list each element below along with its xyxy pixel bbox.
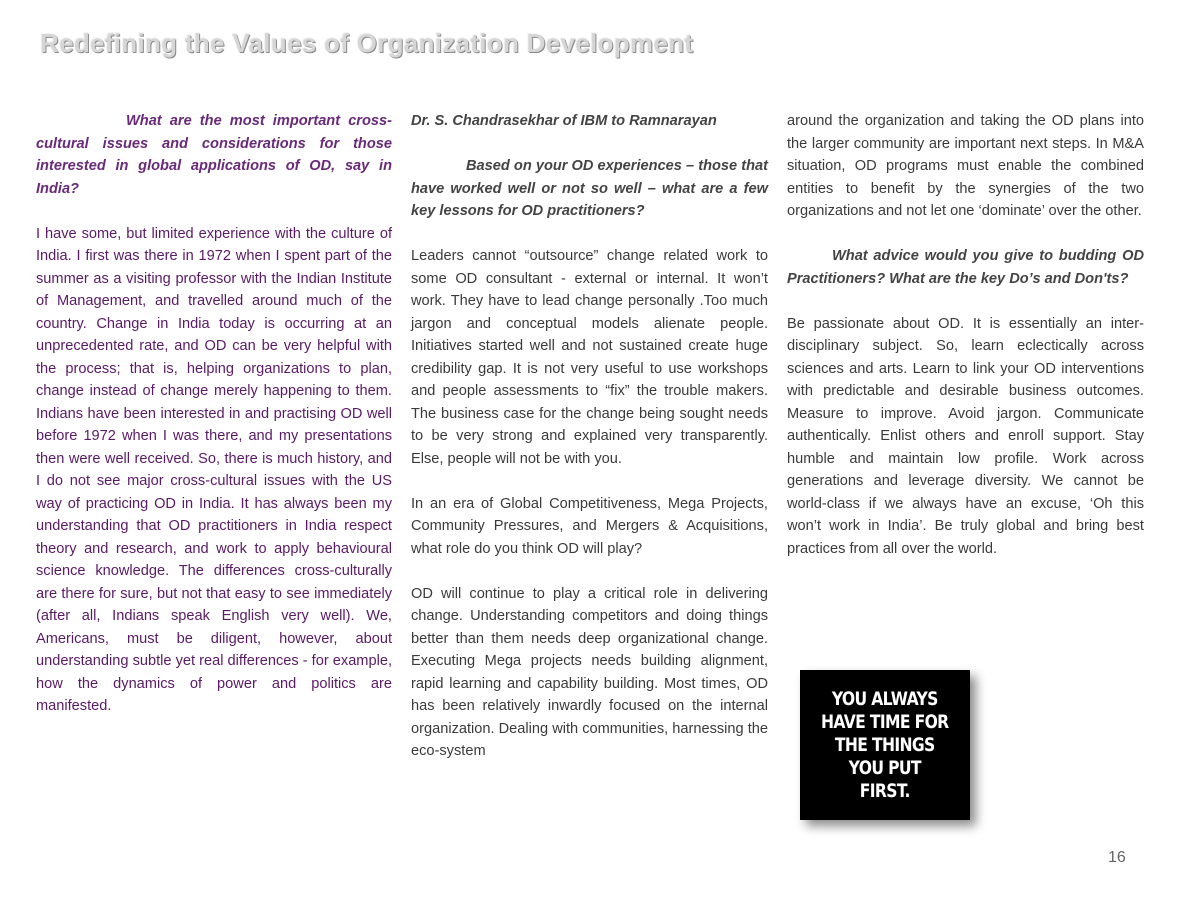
interview-heading: Dr. S. Chandrasekhar of IBM to Ramnarayan [411,113,717,129]
question-cross-cultural: What are the most important cross-cultural issues and considerations for those interested in global applications of OD, say in India? [36,113,392,197]
poster-line: YOU ALWAYS [832,687,938,710]
poster-line: HAVE TIME FOR [821,710,949,733]
question-key-lessons: Based on your OD experiences – those that have worked well or not so well – what are a few key lessons for OD practitioners? [411,158,768,219]
column-1 [36,110,392,740]
answer-cross-cultural: I have some, but limited experience with the culture of India. I first was there in 1972 when I spent part of the summer as a visiting professor with the Indian Institute of Management, and travelled around much of the country. Change in India today is occurring at an unprecedented rate, and OD can be very helpful with the process; that is, helping organizations to plan, change instead of change merely happening to them. Indians have been interested in and practising OD well before 1972 when I was there, and my presentations then were well received. So, there is much history, and I do not see major cross-cultural issues with the US way of practicing OD in India. It has always been my understanding that OD practitioners in India respect theory and research, and work to apply behavioural science knowledge. The differences cross-culturally are there for sure, but not that easy to see immediately (after all, Indians speak English very well). We, Americans, must be diligent, however, about understanding subtle yet real differences - for example, how the dynamics of power and politics are manifested. [36,225,392,714]
column-3 [787,110,1144,583]
question-advice: What advice would you give to budding OD Practitioners? What are the key Do’s and Don'ts? [787,248,1144,287]
page-title: Redefining the Values of Organization Development [40,28,694,58]
question-od-role: In an era of Global Competitiveness, Mega Projects, Community Pressures, and Mergers & Acquisitions, what role do you think OD will play? [411,495,768,557]
column-2 [411,110,768,785]
answer-od-role: OD will continue to play a critical role in delivering change. Understanding competitors and doing things better than them needs deep organizational change. Executing Mega projects needs building alignment, rapid learning and capability building. Most times, OD has been relatively inwardly focused on the internal organization. Dealing with communities, harnessing the eco-system [411,585,768,759]
page-number: 16 [1108,849,1126,866]
answer-advice: Be passionate about OD. It is essentially an inter-disciplinary subject. So, learn eclectically across sciences and arts. Learn to link your OD interventions with predictable and desirable business outcomes. Measure to improve. Avoid jargon. Communicate authentically. Enlist others and enroll support. Stay humble and maintain low profile. Work across generations and leverage diversity. We cannot be world-class if we always have an excuse, ‘Oh this won’t work in India’. Be truly global and bring best practices from all over the world. [787,315,1144,557]
answer-key-lessons: Leaders cannot “outsource” change related work to some OD consultant - external or internal. It won’t work. They have to lead change personally .Too much jargon and conceptual models alienate people. Initiatives started well and not sustained create huge credibility gap. It is not very useful to use workshops and people assessments to “fix” the trouble makers. The business case for the change being sought needs to be very strong and explained very transparently. Else, people will not be with you. [411,248,768,467]
poster-line: THE THINGS [835,733,935,756]
poster-quote [821,688,949,803]
quote-poster-image [800,670,970,820]
poster-line: YOU PUT [848,756,922,779]
answer-od-role-continued: around the organization and taking the OD plans into the larger community are important next steps. In M&A situation, OD programs must enable the combined entities to benefit by the synergies of the two organizations and not let one ‘dominate’ over the other. [787,113,1144,219]
poster-line: FIRST. [860,779,910,802]
